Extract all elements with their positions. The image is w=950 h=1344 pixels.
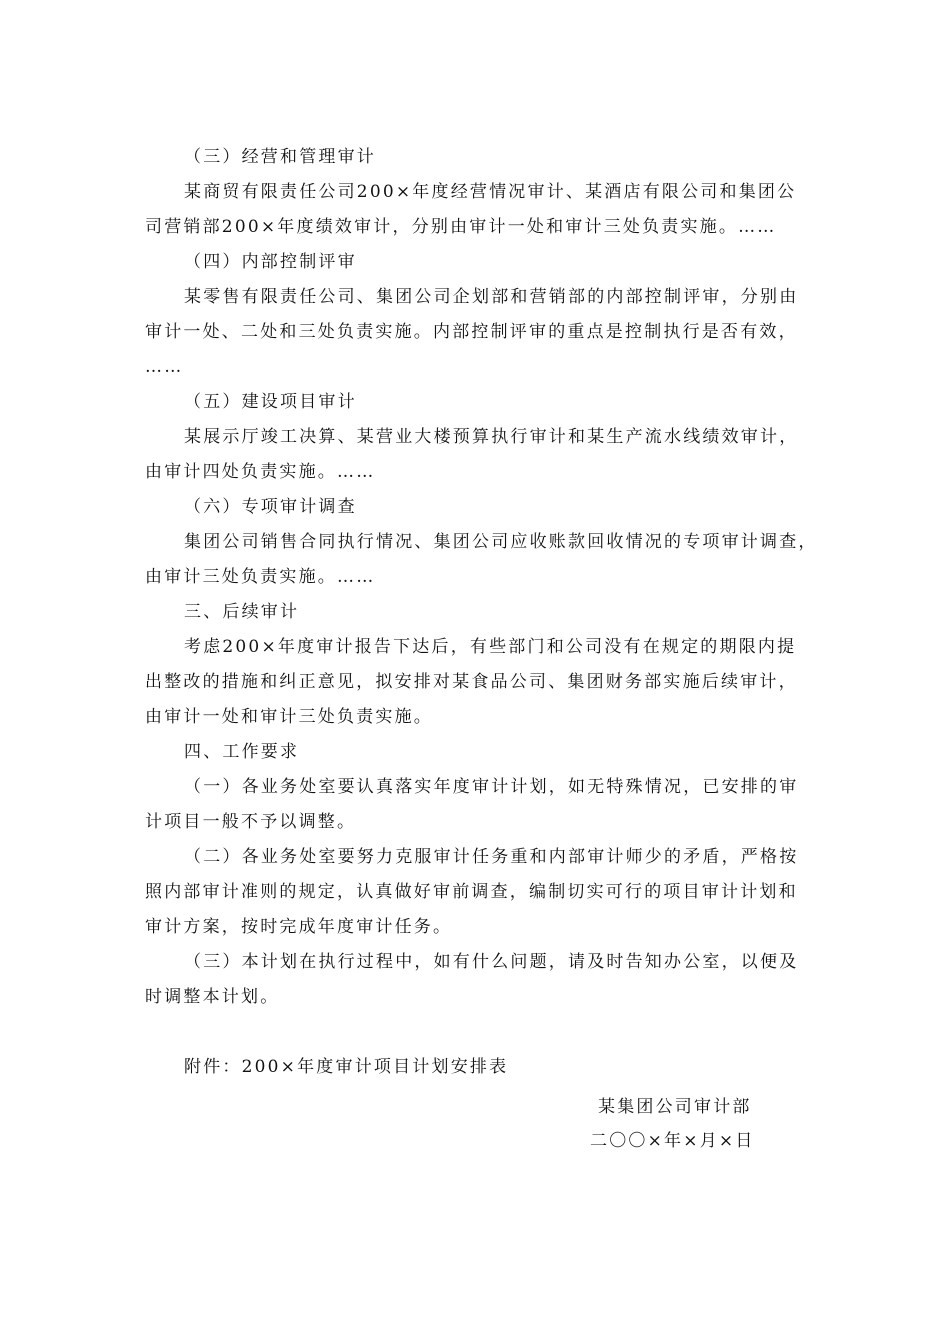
text-line: 时调整本计划。 xyxy=(145,987,280,1007)
paragraph-business-management-audit xyxy=(145,175,810,245)
text-line: 审计一处、二处和三处负责实施。内部控制评审的重点是控制执行是否有效， xyxy=(145,322,798,342)
paragraph-construction-project-audit xyxy=(145,420,810,490)
text-line: （五）建设项目审计 xyxy=(184,392,357,412)
signature-date: 二〇〇×年×月×日 xyxy=(590,1131,755,1151)
text-line: （一）各业务处室要认真落实年度审计计划，如无特殊情况，已安排的审 xyxy=(184,777,799,797)
attachment-note xyxy=(145,1050,810,1085)
text-line: 某零售有限责任公司、集团公司企划部和营销部的内部控制评审，分别由 xyxy=(184,287,799,307)
text-line: 由审计一处和审计三处负责实施。 xyxy=(145,707,433,727)
text-line: （四）内部控制评审 xyxy=(184,252,357,272)
text-line: 司营销部200×年度绩效审计，分别由审计一处和审计三处负责实施。…… xyxy=(145,217,777,237)
paragraph-requirement-1 xyxy=(145,770,810,840)
text-line: （三）经营和管理审计 xyxy=(184,147,376,167)
text-line: 出整改的措施和纠正意见，拟安排对某食品公司、集团财务部实施后续审计， xyxy=(145,672,798,692)
text-line: 照内部审计准则的规定，认真做好审前调查，编制切实可行的项目审计计划和 xyxy=(145,882,798,902)
heading-work-requirements xyxy=(145,735,810,770)
text-line: （六）专项审计调查 xyxy=(184,497,357,517)
text-line: 由审计三处负责实施。…… xyxy=(145,567,376,587)
paragraph-special-audit-investigation xyxy=(145,525,818,595)
signature-organization: 某集团公司审计部 xyxy=(598,1097,752,1117)
text-line: 四、工作要求 xyxy=(184,742,300,762)
heading-follow-up-audit xyxy=(145,595,810,630)
text-line: 三、后续审计 xyxy=(184,602,300,622)
heading-internal-control-review xyxy=(145,245,810,280)
text-line: 审计方案，按时完成年度审计任务。 xyxy=(145,917,453,937)
paragraph-requirement-3 xyxy=(145,945,810,1015)
text-line: （二）各业务处室要努力克服审计任务重和内部审计师少的矛盾，严格按 xyxy=(184,847,799,867)
heading-construction-project-audit xyxy=(145,385,810,420)
text-line: …… xyxy=(145,357,184,377)
text-line: （三）本计划在执行过程中，如有什么问题，请及时告知办公室，以便及 xyxy=(184,952,799,972)
paragraph-requirement-2 xyxy=(145,840,810,945)
text-line: 由审计四处负责实施。…… xyxy=(145,462,376,482)
paragraph-follow-up-audit xyxy=(145,630,810,735)
paragraph-internal-control-review xyxy=(145,280,810,385)
text-line: 某商贸有限责任公司200×年度经营情况审计、某酒店有限公司和集团公 xyxy=(184,182,797,202)
attachment-text: 附件：200×年度审计项目计划安排表 xyxy=(184,1057,509,1077)
heading-special-audit-investigation xyxy=(145,490,810,525)
text-line: 某展示厅竣工决算、某营业大楼预算执行审计和某生产流水线绩效审计， xyxy=(184,427,799,447)
text-line: 考虑200×年度审计报告下达后，有些部门和公司没有在规定的期限内提 xyxy=(184,637,797,657)
heading-business-management-audit xyxy=(145,140,810,175)
text-line: 计项目一般不予以调整。 xyxy=(145,812,357,832)
text-line: 集团公司销售合同执行情况、集团公司应收账款回收情况的专项审计调查， xyxy=(184,532,818,552)
document-body xyxy=(145,140,818,1085)
